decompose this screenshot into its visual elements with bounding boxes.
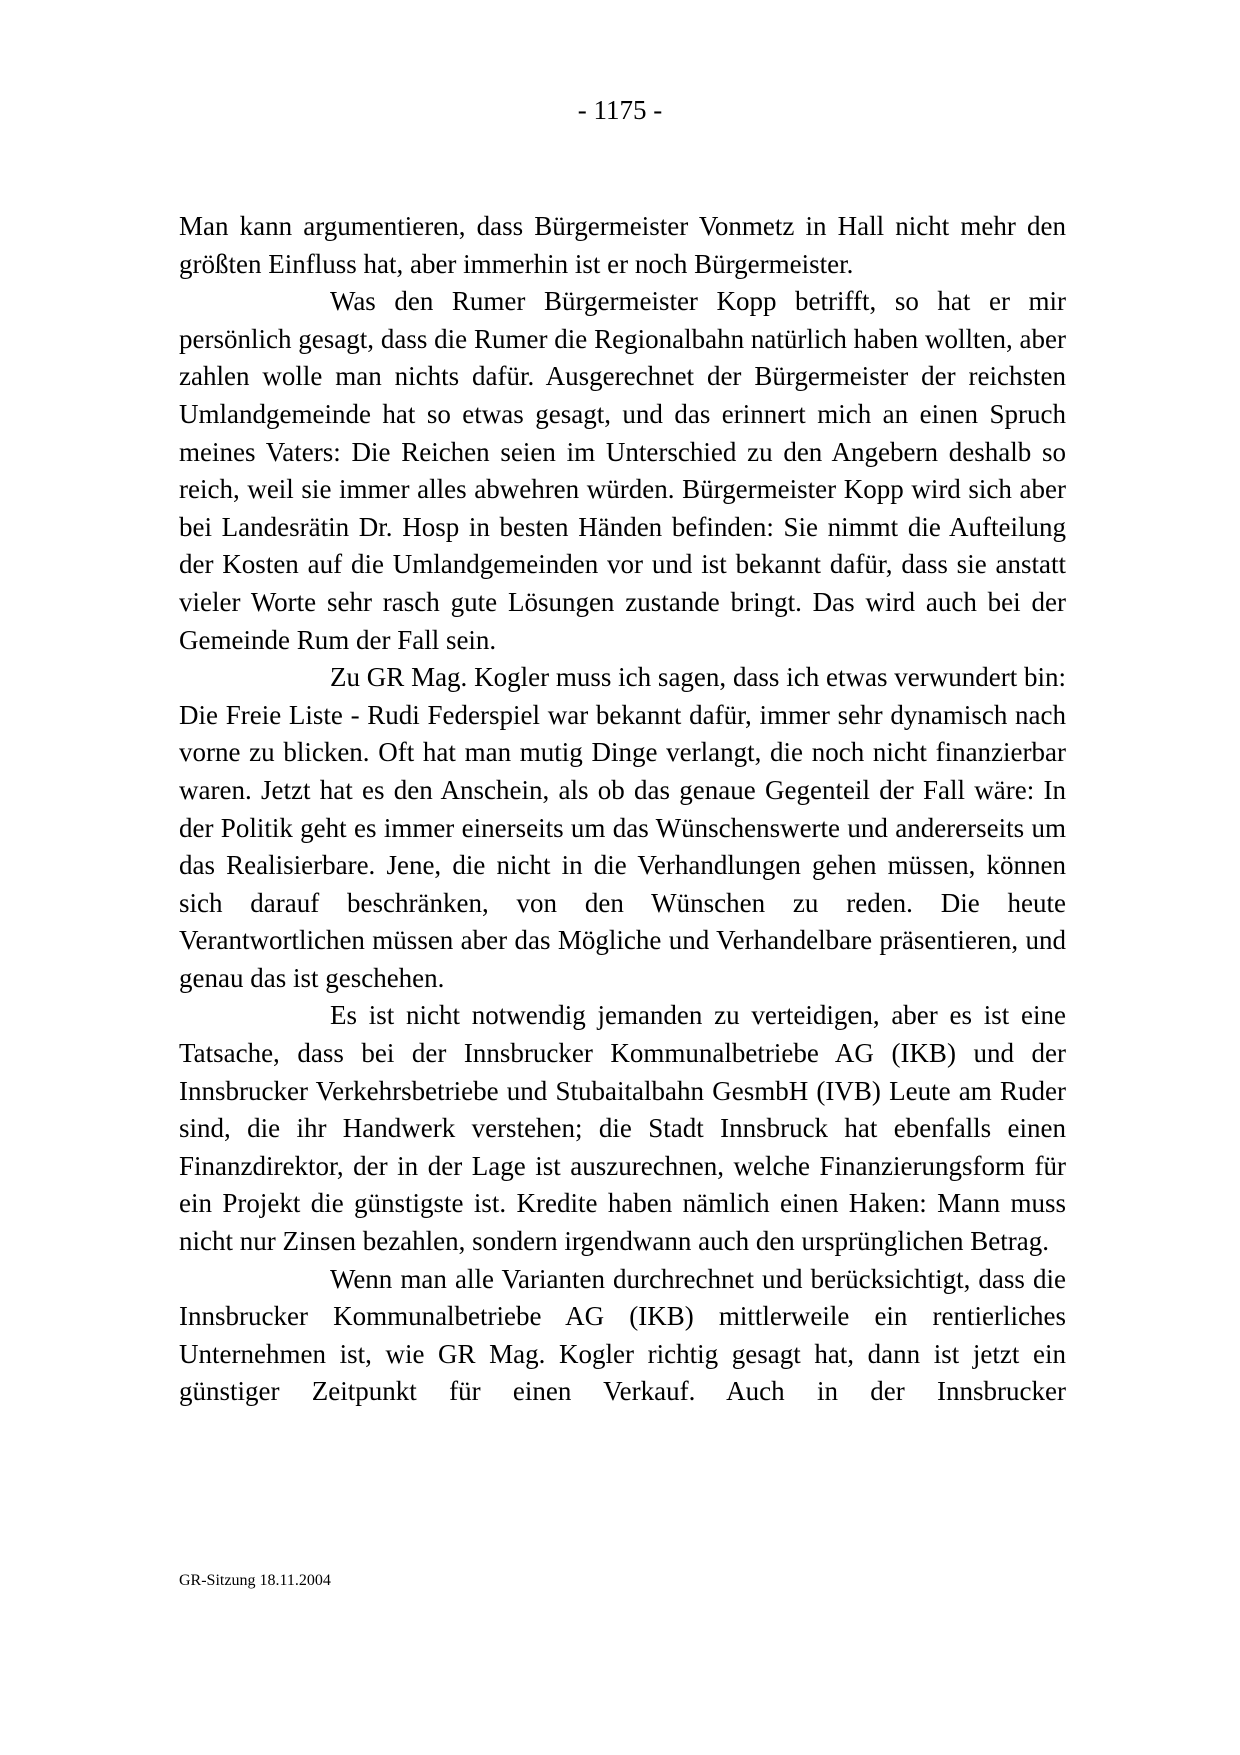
page-footer: GR-Sitzung 18.11.2004: [179, 1572, 331, 1589]
paragraph-1: Man kann argumentieren, dass Bürgermeister Vonmetz in Hall nicht mehr den größten Einfluss hat, aber immerhin ist er noch Bürgermeister.: [179, 211, 1066, 279]
paragraph-5: Wenn man alle Varianten durchrechnet und berücksichtigt, dass die Innsbrucker Kommunalbetriebe AG (IKB) mittlerweile ein rentierliches Unternehmen ist, wie GR Mag. Kogler richtig gesagt hat, dann ist jetzt ein günstiger Zeitpunkt für einen Verkauf. Auch in der Innsbrucker: [179, 1263, 1066, 1407]
paragraph-2: Was den Rumer Bürgermeister Kopp betrifft, so hat er mir persönlich gesagt, dass die Rumer die Regionalbahn natürlich haben wollten, aber zahlen wolle man nichts dafür. Ausgerechnet der Bürgermeister der reichsten Umlandgemeinde hat so etwas gesagt, und das erinnert mich an einen Spruch meines Vaters: Die Reichen seien im Unterschied zu den Angebern deshalb so reich, weil sie immer alles abwehren würden. Bürgermeister Kopp wird sich aber bei Landesrätin Dr. Hosp in besten Händen befinden: Sie nimmt die Aufteilung der Kosten auf die Umlandgemeinden vor und ist bekannt dafür, dass sie anstatt vieler Worte sehr rasch gute Lösungen zustande bringt. Das wird auch bei der Gemeinde Rum der Fall sein.: [179, 286, 1066, 655]
paragraph-3: Zu GR Mag. Kogler muss ich sagen, dass ich etwas verwundert bin: Die Freie Liste - Rudi Federspiel war bekannt dafür, immer sehr dynamisch nach vorne zu blicken. Oft hat man mutig Dinge verlangt, die noch nicht finanzierbar waren. Jetzt hat es den Anschein, als ob das genaue Gegenteil der Fall wäre: In der Politik geht es immer einerseits um das Wünschenswerte und andererseits um das Realisierbare. Jene, die nicht in die Verhandlungen gehen müssen, können sich darauf beschränken, von den Wünschen zu reden. Die heute Verantwortlichen müssen aber das Mögliche und Verhandelbare präsentieren, und genau das ist geschehen.: [179, 662, 1066, 993]
paragraph-4: Es ist nicht notwendig jemanden zu verteidigen, aber es ist eine Tatsache, dass bei der Innsbrucker Kommunalbetriebe AG (IKB) und der Innsbrucker Verkehrsbetriebe und Stubaitalbahn GesmbH (IVB) Leute am Ruder sind, die ihr Handwerk verstehen; die Stadt Innsbruck hat ebenfalls einen Finanzdirektor, der in der Lage ist auszurechnen, welche Finanzierungsform für ein Projekt die günstigste ist. Kredite haben nämlich einen Haken: Mann muss nicht nur Zinsen bezahlen, sondern irgendwann auch den ursprünglichen Betrag.: [179, 1000, 1066, 1257]
body-text: [179, 208, 1066, 1411]
page-number: - 1175 -: [577, 95, 663, 125]
